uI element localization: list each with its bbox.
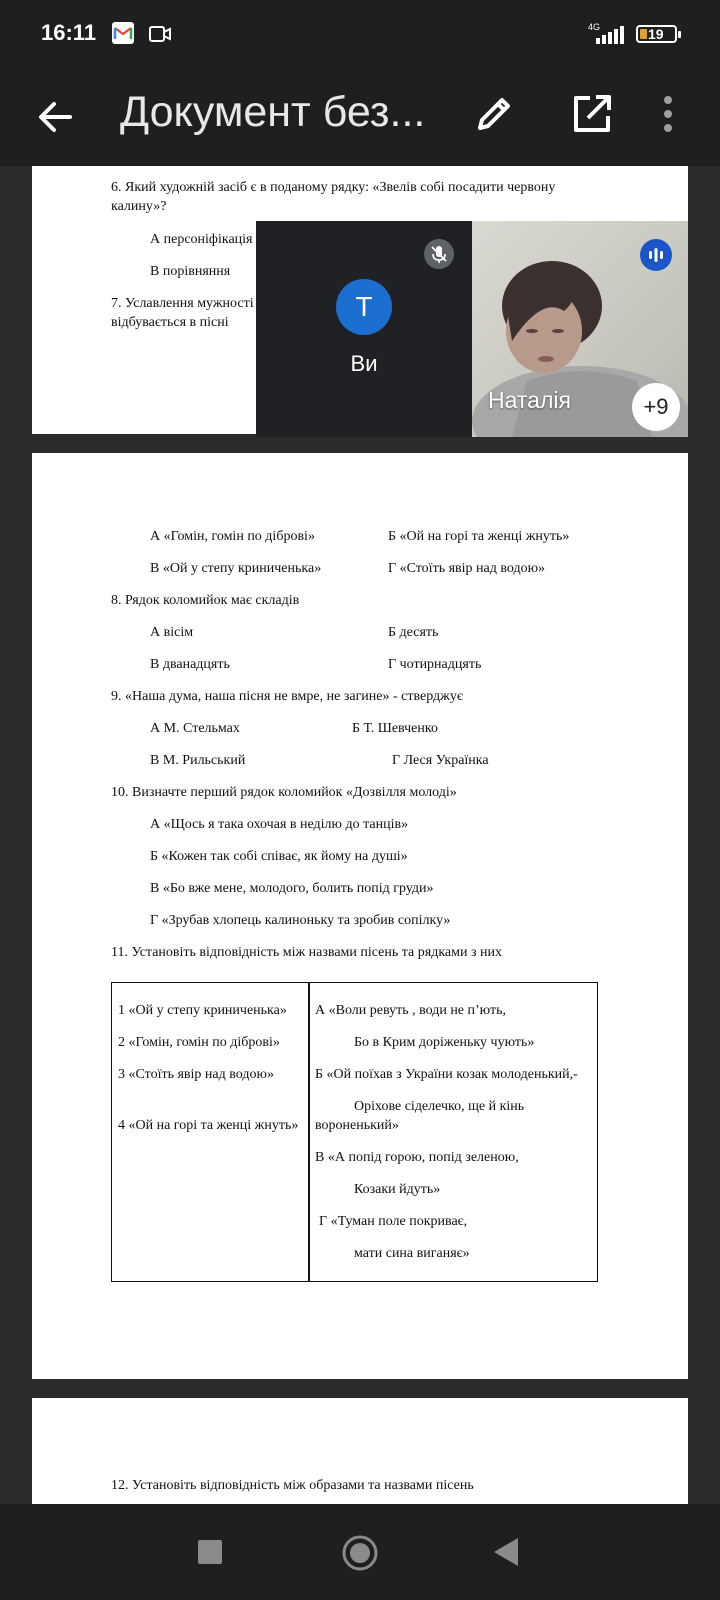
- question-10-option-g: Г «Зрубав хлопець калиноньку та зробив сопілку»: [150, 913, 451, 928]
- table-left-row: 1 «Ой у степу криниченька»: [118, 1003, 287, 1018]
- question-7-option-v: В «Ой у степу криниченька»: [150, 561, 322, 576]
- table-right-row: В «А попід горою, попід зеленою,: [315, 1150, 519, 1165]
- pencil-icon: [472, 92, 516, 136]
- question-10-option-a: А «Щось я така охочая в неділю до танців»: [150, 817, 409, 832]
- self-avatar: T: [336, 279, 392, 335]
- participant-name-label: Наталія: [488, 387, 571, 413]
- question-7-option-b: Б «Ой на горі та женці жнуть»: [388, 529, 570, 544]
- square-icon: [198, 1540, 222, 1564]
- question-8: 8. Рядок коломийок має складів: [111, 593, 300, 608]
- table-right-row: А «Воли ревуть , води не п’ють,: [315, 1003, 506, 1018]
- status-time: 16:11: [41, 20, 97, 45]
- question-9-option-v: В М. Рильський: [150, 753, 246, 768]
- question-10-option-b: Б «Кожен так собі співає, як йому на душі»: [150, 849, 408, 864]
- table-right-row: Оріхове сіделечко, ще й кінь: [354, 1099, 525, 1114]
- question-6-option-v: В порівняння: [150, 264, 231, 279]
- question-9-option-b: Б Т. Шевченко: [352, 721, 438, 736]
- question-8-option-b: Б десять: [388, 625, 439, 640]
- table-left-row: 4 «Ой на горі та женці жнуть»: [118, 1118, 299, 1133]
- more-participants-button[interactable]: +9: [632, 383, 680, 431]
- question-10: 10. Визначте перший рядок коломийок «Дозвілля молоді»: [111, 785, 457, 800]
- question-7-line-1: 7. Уславлення мужності: [111, 296, 254, 311]
- table-left-row: 2 «Гомін, гомін по діброві»: [118, 1035, 280, 1050]
- open-external-button[interactable]: [570, 92, 614, 141]
- table-right-row: Г «Туман поле покриває,: [319, 1214, 468, 1229]
- question-8-option-v: В дванадцять: [150, 657, 230, 672]
- question-7-option-a: А «Гомін, гомін по діброві»: [150, 529, 315, 544]
- table-right-row: Бо в Крим доріженьку чують»: [354, 1035, 535, 1050]
- document-page-3[interactable]: [32, 1398, 688, 1504]
- system-nav-bar: [0, 1504, 720, 1600]
- nav-back-button[interactable]: [494, 1538, 518, 1571]
- document-page-2[interactable]: [32, 453, 688, 1379]
- table-right-row: мати сина виганяє»: [354, 1246, 470, 1261]
- question-6-option-a: А персоніфікація: [150, 232, 253, 247]
- gmail-icon: [112, 22, 134, 44]
- question-8-option-g: Г чотирнадцять: [388, 657, 482, 672]
- question-10-option-v: В «Бо вже мене, молодого, болить попід груди»: [150, 881, 434, 896]
- signal-icon: [596, 24, 628, 49]
- question-9-option-a: А М. Стельмах: [150, 721, 240, 736]
- question-8-option-a: А вісім: [150, 625, 194, 640]
- table-divider: [308, 983, 310, 1281]
- question-11: 11. Установіть відповідність між назвами пісень та рядками з них: [111, 945, 503, 960]
- question-9: 9. «Наша дума, наша пісня не вмре, не загине» - стверджує: [111, 689, 463, 704]
- table-left-row: 3 «Стоїть явір над водою»: [118, 1067, 274, 1082]
- recents-button[interactable]: [198, 1540, 222, 1569]
- network-type: 4G: [588, 22, 601, 32]
- open-external-icon: [570, 92, 614, 136]
- status-bar: [0, 0, 720, 70]
- question-6-line-2: калину»?: [111, 199, 167, 214]
- question-7-line-2: відбувається в пісні: [111, 315, 229, 330]
- edit-button[interactable]: [472, 92, 516, 141]
- question-7-option-g: Г «Стоїть явір над водою»: [388, 561, 546, 576]
- triangle-icon: [494, 1538, 518, 1566]
- table-right-row: Б «Ой поїхав з України козак молоденький,-: [315, 1067, 578, 1082]
- table-right-row: вороненький»: [315, 1118, 399, 1133]
- self-name-label: Ви: [350, 351, 378, 376]
- speaking-icon: [640, 239, 672, 271]
- question-12: 12. Установіть відповідність між образами та назвами пісень: [111, 1478, 474, 1493]
- arrow-left-icon: [32, 92, 82, 142]
- table-right-row: Козаки йдуть»: [354, 1182, 441, 1197]
- question-9-option-g: Г Леся Українка: [392, 753, 489, 768]
- document-title: Документ без...: [120, 88, 426, 136]
- question-6-line-1: 6. Який художній засіб є в поданому рядку: «Звелів собі посадити червону: [111, 180, 556, 195]
- more-vert-icon: [660, 92, 676, 136]
- back-button[interactable]: [32, 92, 82, 142]
- battery-level: 19: [648, 26, 664, 42]
- participant-video-tile[interactable]: [472, 221, 688, 437]
- video-camera-icon: [148, 24, 172, 49]
- battery-icon: [636, 25, 677, 43]
- circle-icon: [342, 1535, 378, 1571]
- home-button[interactable]: [342, 1535, 378, 1576]
- app-bar: [0, 70, 720, 166]
- mic-off-icon: [424, 239, 454, 269]
- self-video-tile[interactable]: [256, 221, 472, 437]
- more-options-button[interactable]: [660, 92, 676, 141]
